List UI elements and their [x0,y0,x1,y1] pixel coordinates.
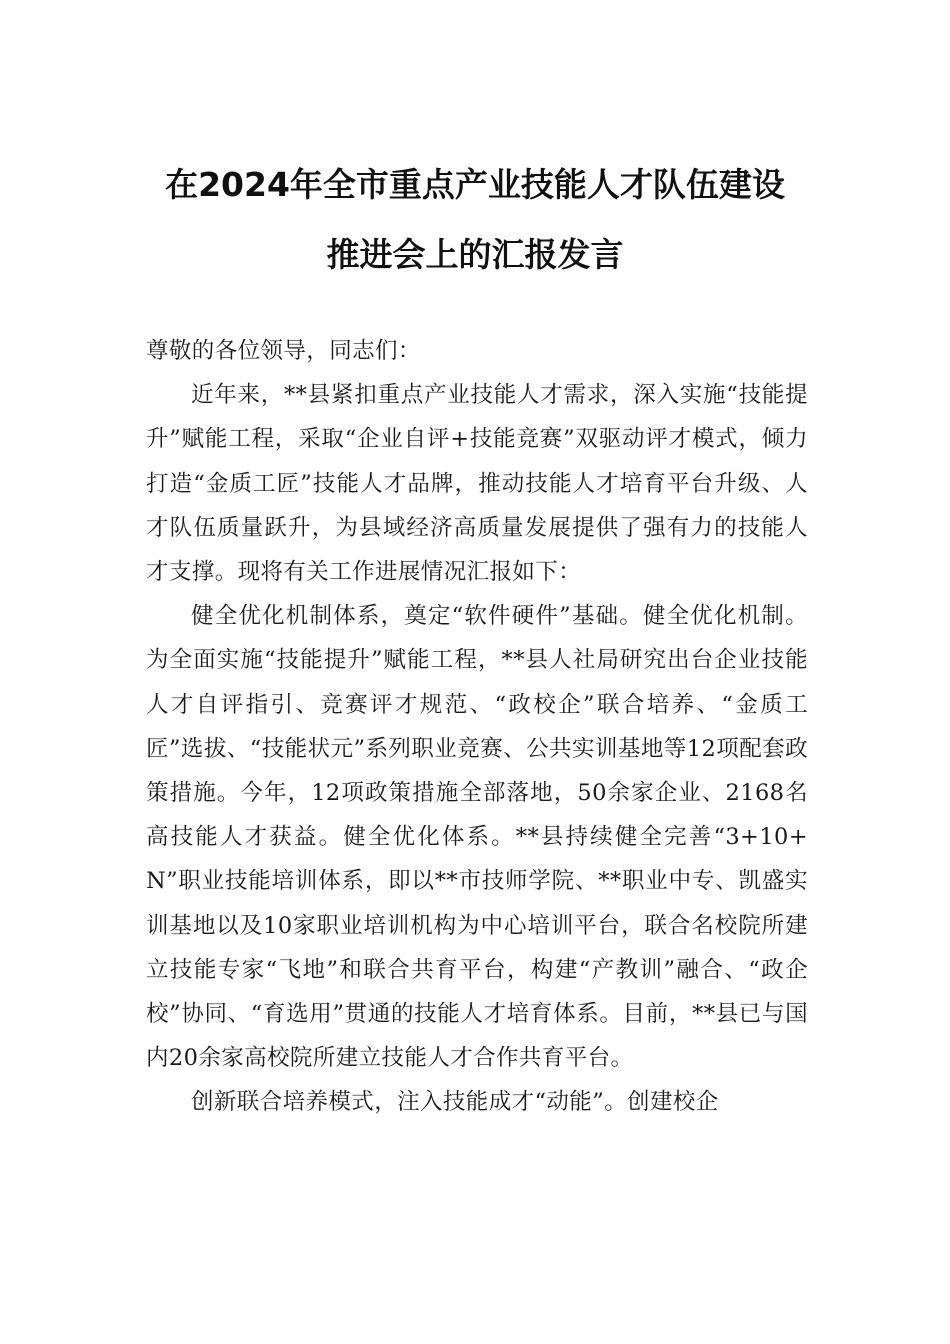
document-title-line-2: 推进会上的汇报发言 [326,235,624,274]
salutation: 尊敬的各位领导，同志们： [146,338,421,364]
document-body [146,329,808,1125]
document-title-line-1: 在2024年全市重点产业技能人才队伍建设 [165,165,785,204]
paragraph-intro: 近年来，**县紧扣重点产业技能人才需求，深入实施“技能提升”赋能工程，采取“企业自评+技能竞赛”双驱动评才模式，倾力打造“金质工匠”技能人才品牌，推动技能人才培育平台升级、人才队伍质量跃升，为县域经济高质量发展提供了强有力的技能人才支撑。现将有关工作进展情况汇报如下： [146,382,808,586]
paragraph-training-model: 创新联合培养模式，注入技能成才“动能”。创建校企 [191,1089,719,1116]
paragraph-mechanism-system: 健全优化机制体系，奠定“软件硬件”基础。健全优化机制。为全面实施“技能提升”赋能工程，**县人社局研究出台企业技能人才自评指引、竞赛评才规范、“政校企”联合培养、“金质工匠”选拔、“技能状元”系列职业竞赛、公共实训基地等12项配套政策措施。今年，12项政策措施全部落地，50余家企业、2168名高技能人才获益。健全优化体系。**县持续健全完善“3+10+N”职业技能培训体系，即以**市技师学院、**职业中专、凯盛实训基地以及10家职业培训机构为中心培训平台，联合名校院所建立技能专家“飞地”和联合共育平台，构建“产教训”融合、“政企校”协同、“育选用”贯通的技能人才培育体系。目前，**县已与国内20余家高校院所建立技能人才合作共育平台。 [146,603,808,1072]
